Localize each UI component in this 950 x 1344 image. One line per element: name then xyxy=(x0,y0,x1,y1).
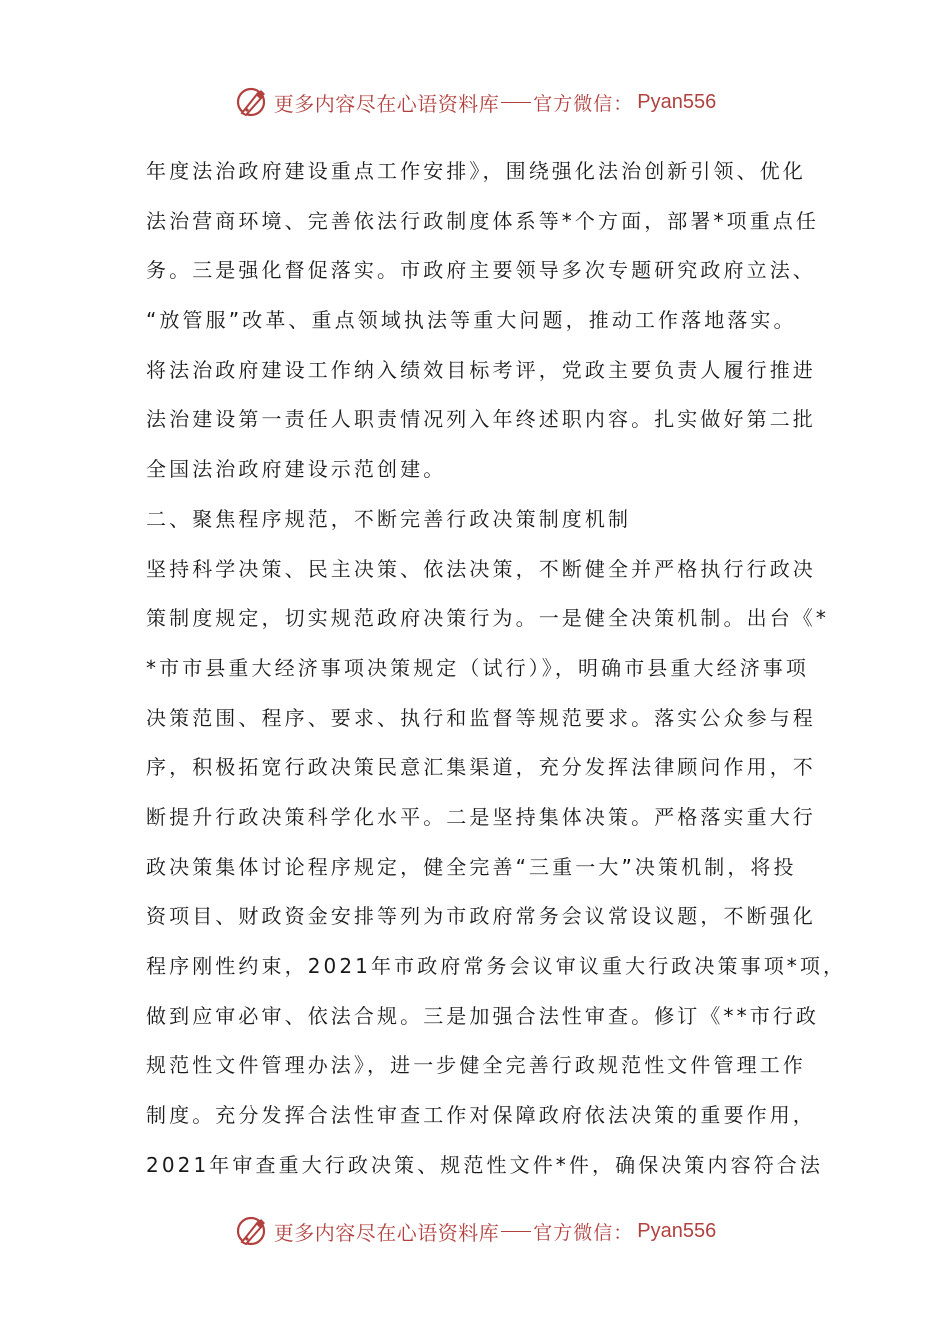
watermark-wechat-id: Pyan556 xyxy=(637,90,717,113)
watermark-sub-text: 官方微信： xyxy=(533,1221,634,1244)
text-line: “放管服”改革、重点领域执法等重大问题，推动工作落地落实。 xyxy=(146,308,797,333)
text-line: 做到应审必审、依法合规。三是加强合法性审查。修订《**市行政 xyxy=(146,1003,819,1028)
watermark-sub-text: 官方微信： xyxy=(533,92,634,115)
text-line: 程序刚性约束，2021年市政府常务会议审议重大行政决策事项*项， xyxy=(146,954,847,978)
pen-nib-logo-icon xyxy=(234,1213,270,1249)
watermark-wechat-id: Pyan556 xyxy=(637,1219,717,1242)
watermark-main-text: 更多内容尽在心语资料库 xyxy=(273,1220,500,1245)
text-line: 断提升行政决策科学化水平。二是坚持集体决策。严格落实重大行 xyxy=(146,804,816,829)
text-line: 政决策集体讨论程序规定，健全完善“三重一大”决策机制，将投 xyxy=(146,854,797,879)
section-heading: 二、聚焦程序规范，不断完善行政决策制度机制 xyxy=(146,506,632,531)
watermark-footer xyxy=(0,1211,950,1251)
text-line: 2021年审查重大行政决策、规范性文件*件，确保决策内容符合法 xyxy=(146,1152,823,1177)
watermark-main-text: 更多内容尽在心语资料库 xyxy=(273,91,500,116)
text-line: 制度。充分发挥合法性审查工作对保障政府依法决策的重要作用， xyxy=(146,1103,816,1128)
watermark-dash xyxy=(501,1231,531,1232)
text-line: *市市县重大经济事项决策规定（试行）》，明确市县重大经济事项 xyxy=(146,655,809,680)
text-line: 全国法治政府建设示范创建。 xyxy=(146,457,447,482)
text-line: 法治建设第一责任人职责情况列入年终述职内容。扎实做好第二批 xyxy=(146,407,816,432)
text-line: 策制度规定，切实规范政府决策行为。一是健全决策机制。出台《* xyxy=(146,606,829,631)
text-line: 坚持科学决策、民主决策、依法决策，不断健全并严格执行行政决 xyxy=(146,556,816,581)
text-line: 年度法治政府建设重点工作安排》，围绕强化法治创新引领、优化 xyxy=(146,159,806,183)
watermark-header xyxy=(0,82,950,122)
text-line: 法治营商环境、完善依法行政制度体系等*个方面，部署*项重点任 xyxy=(146,208,819,233)
text-line: 将法治政府建设工作纳入绩效目标考评，党政主要负责人履行推进 xyxy=(146,357,816,382)
text-line: 资项目、财政资金安排等列为市政府常务会议常设议题，不断强化 xyxy=(146,904,816,929)
document-body xyxy=(146,147,847,1190)
text-line: 决策范围、程序、要求、执行和监督等规范要求。落实公众参与程 xyxy=(146,705,816,730)
pen-nib-logo-icon xyxy=(234,84,270,120)
text-line: 序，积极拓宽行政决策民意汇集渠道，充分发挥法律顾问作用，不 xyxy=(146,755,816,780)
text-line: 务。三是强化督促落实。市政府主要领导多次专题研究政府立法、 xyxy=(146,258,816,283)
watermark-dash xyxy=(501,102,531,103)
text-line: 规范性文件管理办法》，进一步健全完善行政规范性文件管理工作 xyxy=(146,1053,806,1078)
